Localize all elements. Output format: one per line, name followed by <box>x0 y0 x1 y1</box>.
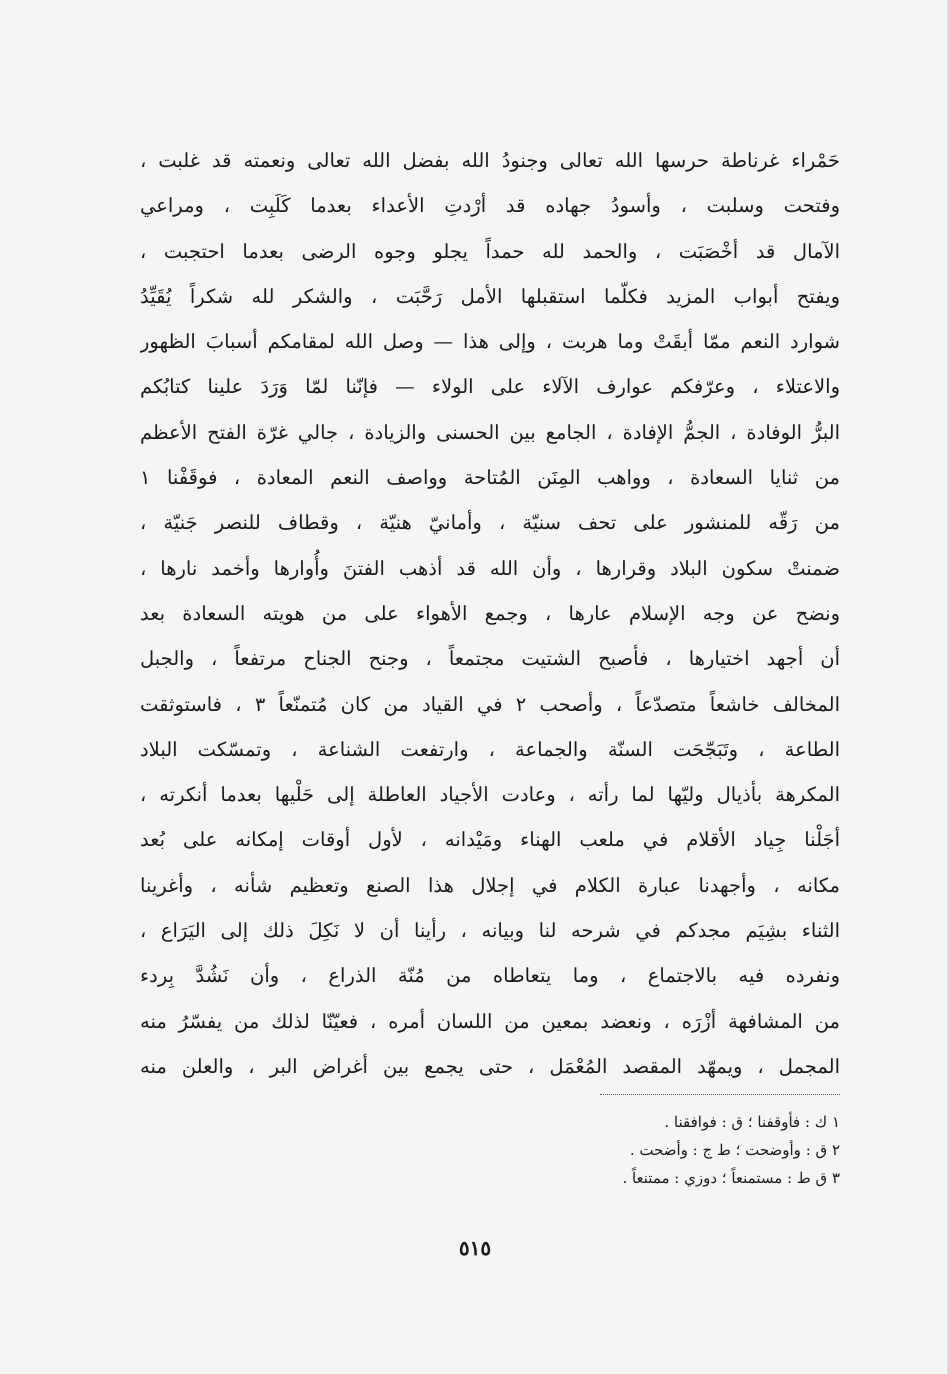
text-line: أجَلْنا جِياد الأقلام في ملعب الهناء ومَيْدانه ، لأول أوقات إمكانه على بُعد <box>140 828 840 852</box>
text-line: المجمل ، ويمهّد المقصد المُعْمَل ، حتى يجمع بين أغراض البر ، والعلن منه <box>140 1054 840 1078</box>
text-line: وفتحت وسلبت ، وأسودُ جهاده قد أرْدتِ الأعداء بعدما كَلَبِت ، ومراعي <box>140 194 840 218</box>
footnote-separator <box>600 1094 840 1095</box>
text-line: شوارد النعم ممّا أبقَتْ وما هربت ، وإلى هذا — وصل الله لمقامكم أسبابَ الظهور <box>140 330 840 354</box>
text-line: المكرهة بأذيال وليّها لما رأته ، وعادت الأجياد العاطلة إلى حَلْيها بعدما أنكرته ، <box>140 783 840 807</box>
text-line: من ثنايا السعادة ، وواهب المِنَن المُتاحة وواصف النعم المعادة ، فوقَفْنا ١ <box>140 466 840 490</box>
text-line: البرُّ الوفادة ، الجمُّ الإفادة ، الجامع بين الحسنى والزيادة ، جالي غرّة الفتح الأعظم <box>140 420 840 444</box>
page-number: ٥١٥ <box>458 1236 492 1260</box>
text-line: ونضح عن وجه الإسلام عارها ، وجمع الأهواء على من هويته السعادة بعد <box>140 601 840 625</box>
text-line: حَمْراء غرناطة حرسها الله تعالى وجنودُ الله بفضل الله تعالى ونعمته قد غلبت ، <box>140 149 840 172</box>
text-line: الآمال قد أخْصَبَت ، والحمد لله حمداً يجلو وجوه الرضى بعدما احتجبت ، <box>140 239 840 263</box>
text-line: من المشافهة أزْرَه ، ونعضد بمعين من اللسان أمره ، فعيّنّا لذلك من يفسّرُ منه <box>140 1009 840 1033</box>
text-line: مكانه ، وأجهدنا عبارة الكلام في إجلال هذا الصنع وتعظيم شأنه ، وأغرينا <box>140 873 840 897</box>
text-line: الثناء بشِيَم مجدكم في شرحه لنا وبيانه ، رأينا أن لا نَكِلَ ذلك إلى اليَرَاع ، <box>140 919 840 943</box>
text-line: ونفرده فيه بالاجتماع ، وما يتعاطاه من مُنّة الذراع ، وأن نَشُدَّ بِردء <box>140 964 840 988</box>
footnote: ٣ ق ط : مستمنعاً ؛ دوزي : ممتنعاً . <box>622 1169 840 1187</box>
main-text <box>140 138 840 1089</box>
text-line: أن أجهد اختيارها ، فأصبح الشتيت مجتمعاً ، وجنح الجناح مرتفعاً ، والجبل <box>140 647 840 671</box>
text-line: والاعتلاء ، وعرّفكم عوارف الآلاء على الولاء — فإنّنا لمّا وَرَدَ علينا كتابُكم <box>140 375 840 399</box>
text-line: المخالف خاشعاً متصدّعاً ، وأصحب ٢ في القياد من كان مُتمنّعاً ٣ ، فاستوثقت <box>140 692 840 716</box>
footnotes <box>460 1108 840 1192</box>
text-line: الطاعة ، وتَبَجّحَت السنّة والجماعة ، وارتفعت الشناعة ، وتمسّكت البلاد <box>140 737 840 761</box>
text-line: من رَقّه للمنشور على تحف سنيّة ، وأمانيّ هنيّة ، وقطاف للنصر جَنيّة ، <box>140 511 840 535</box>
footnote: ١ ك : فأوقفنا ؛ ق : فوافقنا . <box>664 1113 840 1131</box>
footnote: ٢ ق : وأوضحت ؛ ط ج : وأضحت . <box>629 1141 840 1159</box>
text-line: ويفتح أبواب المزيد فكلّما استقبلها الأمل رَحَّبَت ، والشكر لله شكراً يُقَيِّدُ <box>140 284 840 308</box>
text-line: ضمنتْ سكون البلاد وقرارها ، وأن الله قد أذهب الفتنَ وأُوارها وأخمد نارها ، <box>140 556 840 580</box>
